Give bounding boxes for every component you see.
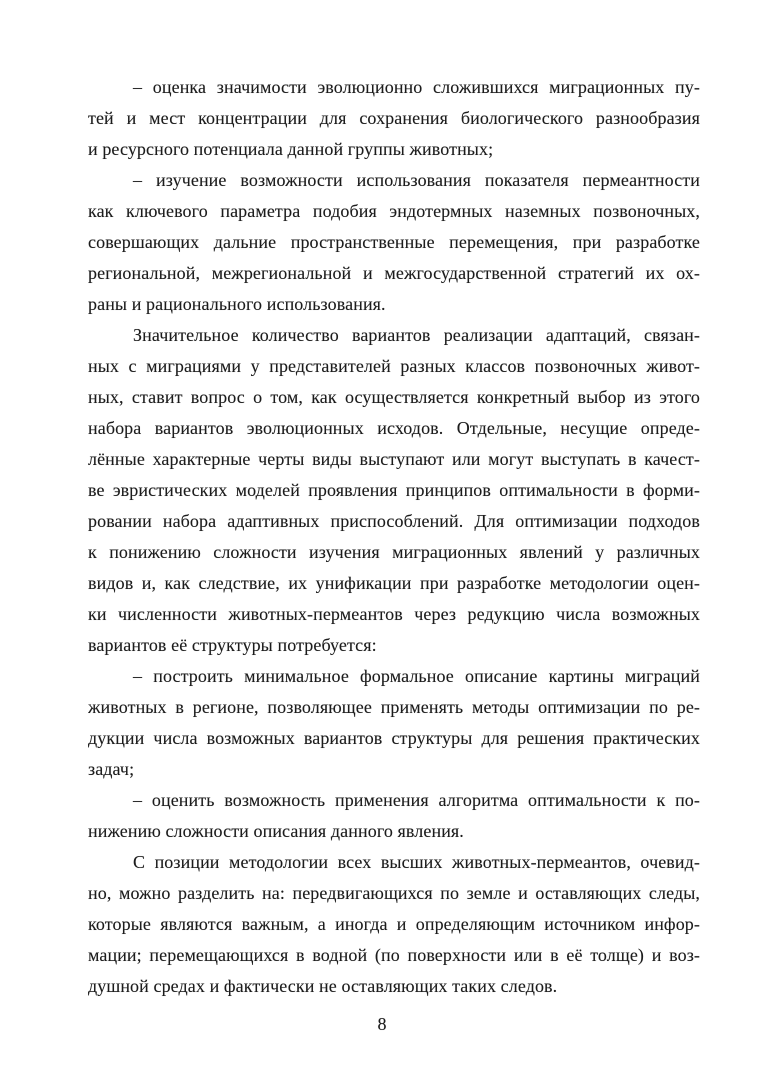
text-line: животных в регионе, позволяющее применять методы оптимизации по ре- xyxy=(88,697,700,717)
text-line: лённые характерные черты виды выступают или могут выступать в качест- xyxy=(88,449,700,469)
text-line: ных, ставит вопрос о том, как осуществляется конкретный выбор из этого xyxy=(88,387,700,407)
text-line: – оценка значимости эволюционно сложившихся миграционных пу- xyxy=(133,77,700,97)
text-line: но, можно разделить на: передвигающихся по земле и оставляющих следы, xyxy=(88,883,700,903)
page-number: 8 xyxy=(377,1014,387,1034)
text-line: – оценить возможность применения алгоритма оптимальности к по- xyxy=(133,790,700,810)
text-line: ве эвристических моделей проявления принципов оптимальности в форми- xyxy=(88,480,700,500)
text-line: раны и рационального использования. xyxy=(88,294,386,314)
text-line: дукции числа возможных вариантов структуры для решения практических xyxy=(88,728,700,748)
text-line: и ресурсного потенциала данной группы животных; xyxy=(88,139,494,159)
text-line: региональной, межрегиональной и межгосударственной стратегий их ох- xyxy=(88,263,700,283)
text-line: задач; xyxy=(88,759,135,779)
text-line: как ключевого параметра подобия эндотермных наземных позвоночных, xyxy=(88,201,700,221)
text-line: набора вариантов эволюционных исходов. Отдельные, несущие опреде- xyxy=(88,418,700,438)
text-line: совершающих дальние пространственные перемещения, при разработке xyxy=(88,232,700,252)
text-line: которые являются важным, а иногда и определяющим источником инфор- xyxy=(88,914,700,934)
text-line: – изучение возможности использования показателя пермеантности xyxy=(133,170,700,190)
text-line: к понижению сложности изучения миграционных явлений у различных xyxy=(88,542,700,562)
text-line: тей и мест концентрации для сохранения биологического разнообразия xyxy=(88,108,700,128)
text-line: ровании набора адаптивных приспособлений. Для оптимизации подходов xyxy=(88,511,700,531)
text-line: мации; перемещающихся в водной (по поверхности или в её толще) и воз- xyxy=(88,945,700,965)
body-text xyxy=(88,72,700,1002)
text-line: душной средах и фактически не оставляющих таких следов. xyxy=(88,976,558,996)
text-line: ных с миграциями у представителей разных классов позвоночных живот- xyxy=(88,356,700,376)
text-line: вариантов её структуры потребуется: xyxy=(88,635,377,655)
text-line: – построить минимальное формальное описание картины миграций xyxy=(133,666,700,686)
text-line: С позиции методологии всех высших животных-пермеантов, очевид- xyxy=(133,852,700,872)
text-line: Значительное количество вариантов реализации адаптаций, связан- xyxy=(133,325,700,345)
text-line: нижению сложности описания данного явления. xyxy=(88,821,464,841)
text-line: ки численности животных-пермеантов через редукцию числа возможных xyxy=(88,604,700,624)
text-line: видов и, как следствие, их унификации при разработке методологии оцен- xyxy=(88,573,700,593)
